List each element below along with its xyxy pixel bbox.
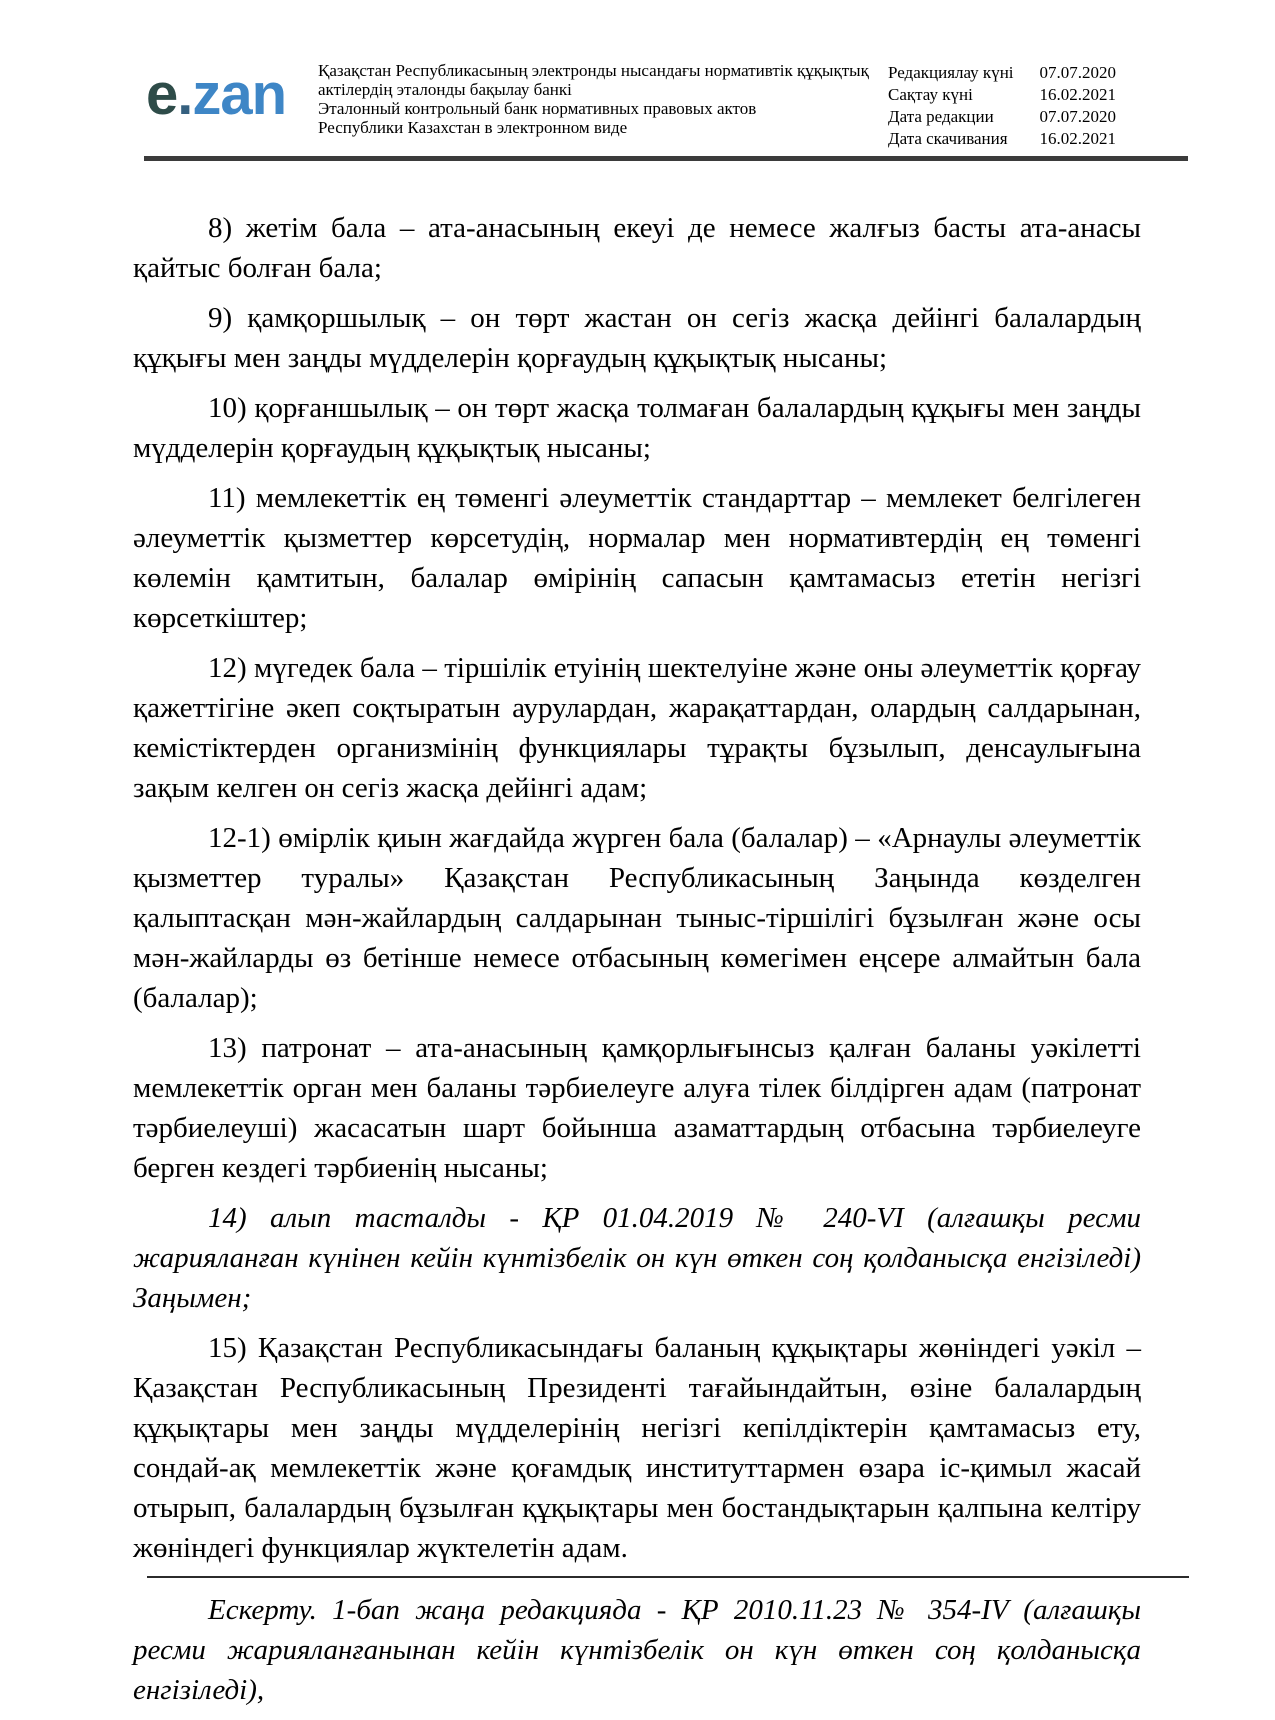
paragraph: 14) алып тасталды - ҚР 01.04.2019 № 240-VI (алғашқы ресми жарияланған күнінен кейін күнтізбелік он күн өткен соң қолданысқа енгізіледі) Заңымен; xyxy=(133,1202,1141,1314)
document-meta xyxy=(888,62,1116,150)
paragraph: 12-1) өмірлік қиын жағдайда жүрген бала (балалар) – «Арнаулы әлеуметтік қызметтер туралы» Қазақстан Республикасының Заңында көзделген қалыптасқан мән-жайлардың салдарынан тыныс-тіршілігі бұзылған және осы мән-жайларды өз бетінше немесе отбасының көмегімен еңсере алмайтын бала (балалар); xyxy=(133,822,1141,1014)
bank-title-line: актілердің эталонды бақылау банкі xyxy=(318,80,572,99)
header-divider xyxy=(144,156,1188,161)
ezan-logo-e: e xyxy=(146,62,178,127)
bank-title-line: Эталонный контрольный банк нормативных правовых актов xyxy=(318,99,757,118)
paragraph: 11) мемлекеттік ең төменгі әлеуметтік стандарттар – мемлекет белгілеген әлеуметтік қызметтер көрсетудің, нормалар мен нормативтердің ең төменгі көлемін қамтитын, балалар өмірінің сапасын қамтамасыз ететін негізгі көрсеткіштер; xyxy=(133,482,1141,634)
paragraph: 15) Қазақстан Республикасындағы баланың құқықтары жөніндегі уәкіл – Қазақстан Республикасының Президенті тағайындайтын, өзіне балалардың құқықтары мен заңды мүдделерінің негізгі кепілдіктерін қамтамасыз ету, сондай-ақ мемлекеттік және қоғамдық институттармен өзара іс-қимыл жасай отырып, балалардың бұзылған құқықтары мен бостандықтарын қалпына келтіру жөніндегі функциялар жүктелетін адам. xyxy=(133,1332,1141,1564)
bank-title-line: Республики Казахстан в электронном виде xyxy=(318,118,628,137)
note-paragraph: Ескерту. 1-бап жаңа редакцияда - ҚР 2010.11.23 № 354-IV (алғашқы ресми жарияланғанынан кейін күнтізбелік он күн өткен соң қолданысқа енгізіледі), xyxy=(133,1594,1141,1706)
meta-value: 16.02.2021 xyxy=(1039,129,1116,148)
meta-row xyxy=(888,62,1116,84)
meta-value: 16.02.2021 xyxy=(1039,85,1116,104)
meta-label: Редакциялау күні xyxy=(888,63,1014,82)
meta-row xyxy=(888,128,1116,150)
meta-row xyxy=(888,84,1116,106)
paragraph: 13) патронат – ата-анасының қамқорлығынсыз қалған баланы уәкілетті мемлекеттік орган мен баланы тәрбиелеуге алуға тілек білдірген адам (патронат тәрбиелеуші) жасасатын шарт бойынша азаматтардың отбасына тәрбиелеуге берген кездегі тәрбиенің нысаны; xyxy=(133,1032,1141,1184)
ezan-logo-zan: zan xyxy=(192,62,287,127)
meta-value: 07.07.2020 xyxy=(1039,107,1116,126)
paragraph-list xyxy=(133,208,1141,1568)
note-divider xyxy=(147,1576,1189,1578)
paragraph: 9) қамқоршылық – он төрт жастан он сегіз жасқа дейінгі балалардың құқығы мен заңды мүдделерін қорғаудың құқықтық нысаны; xyxy=(133,302,1141,374)
bank-title-line: Қазақстан Республикасының электронды нысандағы нормативтік құқықтық xyxy=(318,61,869,80)
ezan-logo xyxy=(146,62,287,127)
ezan-logo-dot: . xyxy=(177,62,193,127)
meta-label: Дата редакции xyxy=(888,107,994,126)
paragraph: 8) жетім бала – ата-анасының екеуі де немесе жалғыз басты ата-анасы қайтыс болған бала; xyxy=(133,212,1141,284)
paragraph: 12) мүгедек бала – тіршілік етуінің шектелуіне және оны әлеуметтік қорғау қажеттігіне әкеп соқтыратын аурулардан, жарақаттардан, олардың салдарынан, кемістіктерден организмінің функциялары тұрақты бұзылып, денсаулығына зақым келген он сегіз жасқа дейінгі адам; xyxy=(133,652,1141,804)
meta-value: 07.07.2020 xyxy=(1039,63,1116,82)
paragraph: 10) қорғаншылық – он төрт жасқа толмаған балалардың құқығы мен заңды мүдделерін қорғаудың құқықтық нысаны; xyxy=(133,392,1141,464)
meta-row xyxy=(888,106,1116,128)
document-body xyxy=(133,208,1141,1720)
bank-title xyxy=(318,61,893,137)
meta-label: Сақтау күні xyxy=(888,85,973,104)
meta-label: Дата скачивания xyxy=(888,129,1008,148)
